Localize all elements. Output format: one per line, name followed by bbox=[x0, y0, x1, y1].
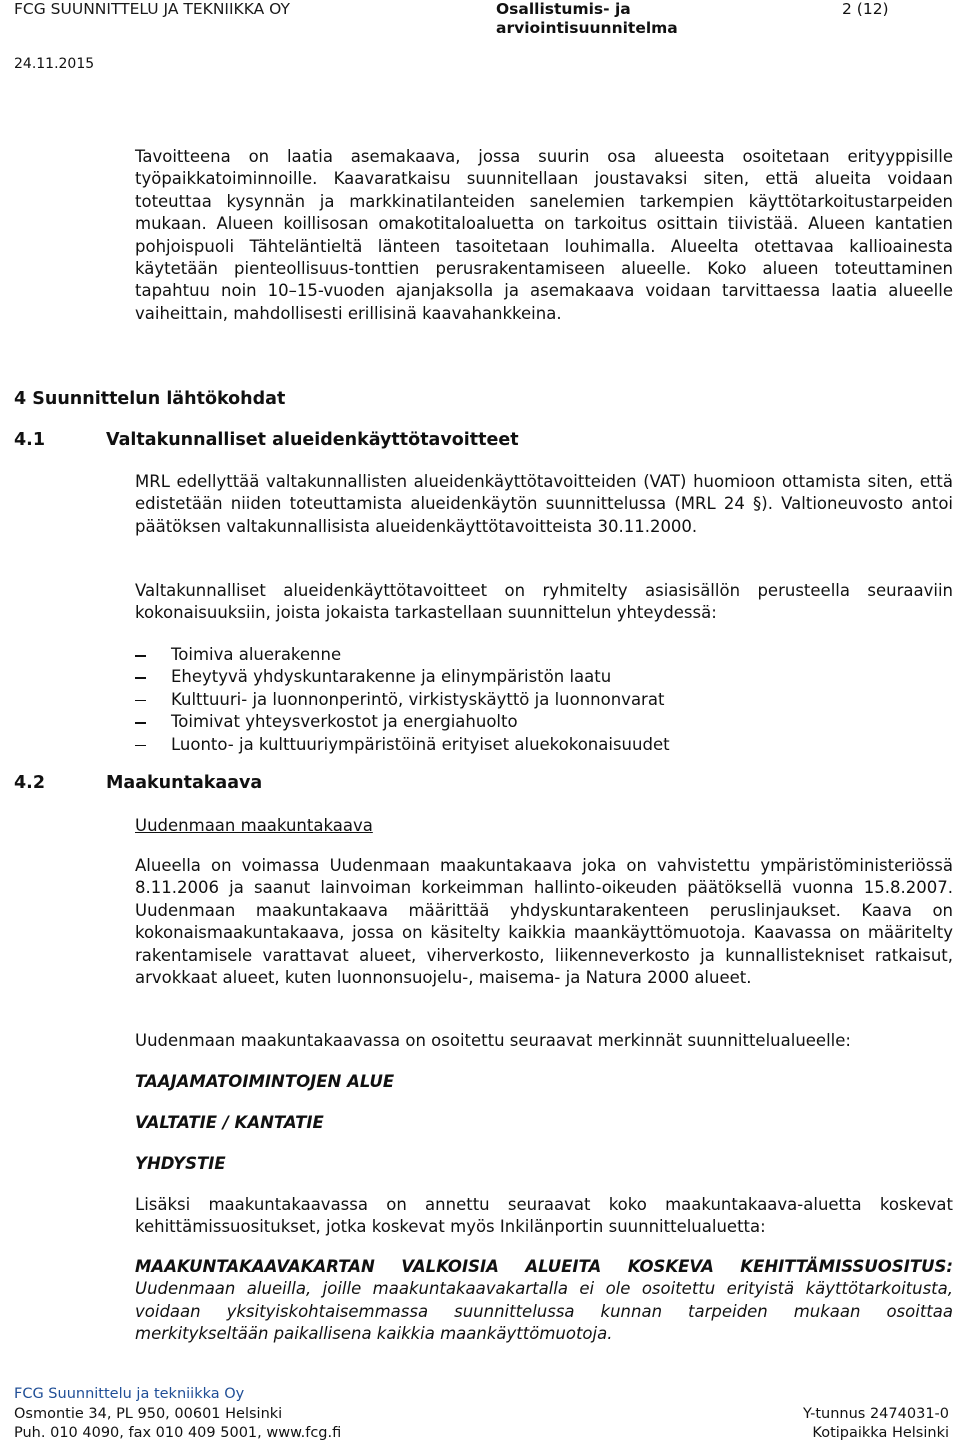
document-title: Osallistumis- ja arviointisuunnitelma bbox=[496, 0, 678, 37]
section-4-2-heading bbox=[14, 773, 262, 793]
dash-bullet bbox=[135, 722, 146, 724]
footer-address: Osmontie 34, PL 950, 00601 Helsinki bbox=[14, 1405, 283, 1422]
footer-domicile: Kotipaikka Helsinki bbox=[812, 1425, 949, 1441]
list-item: Toimivat yhteysverkostot ja energiahuolto bbox=[135, 711, 670, 733]
list-item: Luonto- ja kulttuuriympäristöinä erityiset aluekokonaisuudet bbox=[135, 734, 670, 756]
maakuntakaava-paragraph-2: Uudenmaan maakuntakaavassa on osoitettu seuraavat merkinnät suunnittelualueelle: bbox=[135, 1031, 851, 1050]
maakuntakaava-paragraph-3: Lisäksi maakuntakaavassa on annettu seuraavat koko maakuntakaava-aluetta koskevat kehittämissuositukset, jotka koskevat myös Inkilänportin suunnittelualuetta: bbox=[135, 1195, 953, 1237]
header-company: FCG SUUNNITTELU JA TEKNIIKKA OY bbox=[14, 0, 290, 18]
intro-paragraph: Tavoitteena on laatia asemakaava, jossa suurin osa alueesta osoitetaan erityyppisille työpaikkatoiminnoille. Kaavaratkaisu suunnitellaan joustavaksi siten, että alueita voidaan toteuttaa kysynnän ja markkinatilanteiden sanelemien tarkempien käyttötarkoitustarpeiden mukaan. Alueen koillisosan omakotitaloaluetta on tarkoitus osittain tiivistää. Alueen kantatien pohjoispuoli Tähteläntieltä länteen tasoitetaan louhimalla. Alueelta otettavaa kallioainesta käytetään pienteollisuus-tonttien perusrakentamiseen alueelle. Koko alueen toteuttaminen tapahtuu noin 10–15-vuoden ajanjaksolla ja asemakaava voidaan tarvittaessa laatia alueelle vaiheittain, mahdollisesti erillisinä kaavahankkeina. bbox=[135, 147, 953, 323]
dash-bullet bbox=[135, 700, 146, 702]
vat-paragraph-1: MRL edellyttää valtakunnallisten alueidenkäyttötavoitteiden (VAT) huomioon ottamista siten, että edistetään niiden toteuttamista alueidenkäytön suunnittelussa (MRL 24 §). Valtioneuvosto antoi päätöksen valtakunnallisista alueidenkäyttötavoitteista 30.11.2000. bbox=[135, 472, 953, 536]
recommendation-heading: MAAKUNTAKAAVAKARTAN VALKOISIA ALUEITA KOSKEVA KEHITTÄMISSUOSITUS: bbox=[135, 1257, 953, 1276]
section-number: 4.1 bbox=[14, 430, 46, 450]
page-number: 2 (12) bbox=[842, 0, 889, 18]
kehittamissuositus bbox=[135, 1256, 953, 1346]
list-item: Eheytyvä yhdyskuntarakenne ja elinympäristön laatu bbox=[135, 666, 670, 688]
vat-paragraph-2: Valtakunnalliset alueidenkäyttötavoitteet on ryhmitelty asiasisällön perusteella seuraaviin kokonaisuuksiin, joista jokaista tarkastellaan suunnittelun yhteydessä: bbox=[135, 581, 953, 623]
footer-business-id: Y-tunnus 2474031-0 bbox=[802, 1405, 949, 1422]
list-item: Kulttuuri- ja luonnonperintö, virkistyskäyttö ja luonnonvarat bbox=[135, 689, 670, 711]
footer-company: FCG Suunnittelu ja tekniikka Oy bbox=[14, 1386, 245, 1402]
section-number: 4.2 bbox=[14, 773, 46, 793]
section-title: Valtakunnalliset alueidenkäyttötavoitteet bbox=[106, 430, 519, 450]
footer bbox=[14, 1385, 949, 1444]
list-item: Toimiva aluerakenne bbox=[135, 644, 670, 666]
marking-taajamatoiminnot: TAAJAMATOIMINTOJEN ALUE bbox=[135, 1072, 395, 1091]
maakuntakaava-subheading: Uudenmaan maakuntakaava bbox=[135, 816, 373, 835]
section-4-1-heading bbox=[14, 430, 519, 450]
recommendation-text: Uudenmaan alueilla, joille maakuntakaavakartalla ei ole osoitettu erityistä käyttötarkoitusta, voidaan yksityiskohtaisemmassa suunnittelussa kunnan tarpeiden mukaan osoittaa merkitykseltään paikallisena kaikkia maankäyttömuotoja. bbox=[135, 1279, 953, 1344]
footer-contact: Puh. 010 4090, fax 010 409 5001, www.fcg.fi bbox=[14, 1425, 342, 1441]
maakuntakaava-paragraph-1: Alueella on voimassa Uudenmaan maakuntakaava joka on vahvistettu ympäristöministeriössä 8.11.2006 ja saanut lainvoiman korkeimman hallinto-oikeuden päätöksellä vuonna 15.8.2007. Uudenmaan maakuntakaava määrittää yhdyskuntarakenteen peruslinjaukset. Kaava on kokonaismaakuntakaava, jossa on käsitelty kaikkia maankäyttömuotoja. Kaavassa on määritelty rakentamisele varattavat alueet, viherverkosto, liikenneverkosto ja kunnallistekniset ratkaisut, arvokkaat alueet, kuten luonnonsuojelu-, maisema- ja Natura 2000 alueet. bbox=[135, 856, 953, 988]
marking-yhdystie: YHDYSTIE bbox=[135, 1154, 226, 1173]
dash-bullet bbox=[135, 655, 146, 657]
vat-list bbox=[135, 644, 670, 756]
section-4-heading: 4 Suunnittelun lähtökohdat bbox=[14, 389, 286, 409]
dash-bullet bbox=[135, 677, 146, 679]
section-title: Maakuntakaava bbox=[106, 773, 263, 793]
document-date: 24.11.2015 bbox=[14, 56, 95, 72]
dash-bullet bbox=[135, 745, 146, 747]
marking-valtatie: VALTATIE / KANTATIE bbox=[135, 1113, 324, 1132]
